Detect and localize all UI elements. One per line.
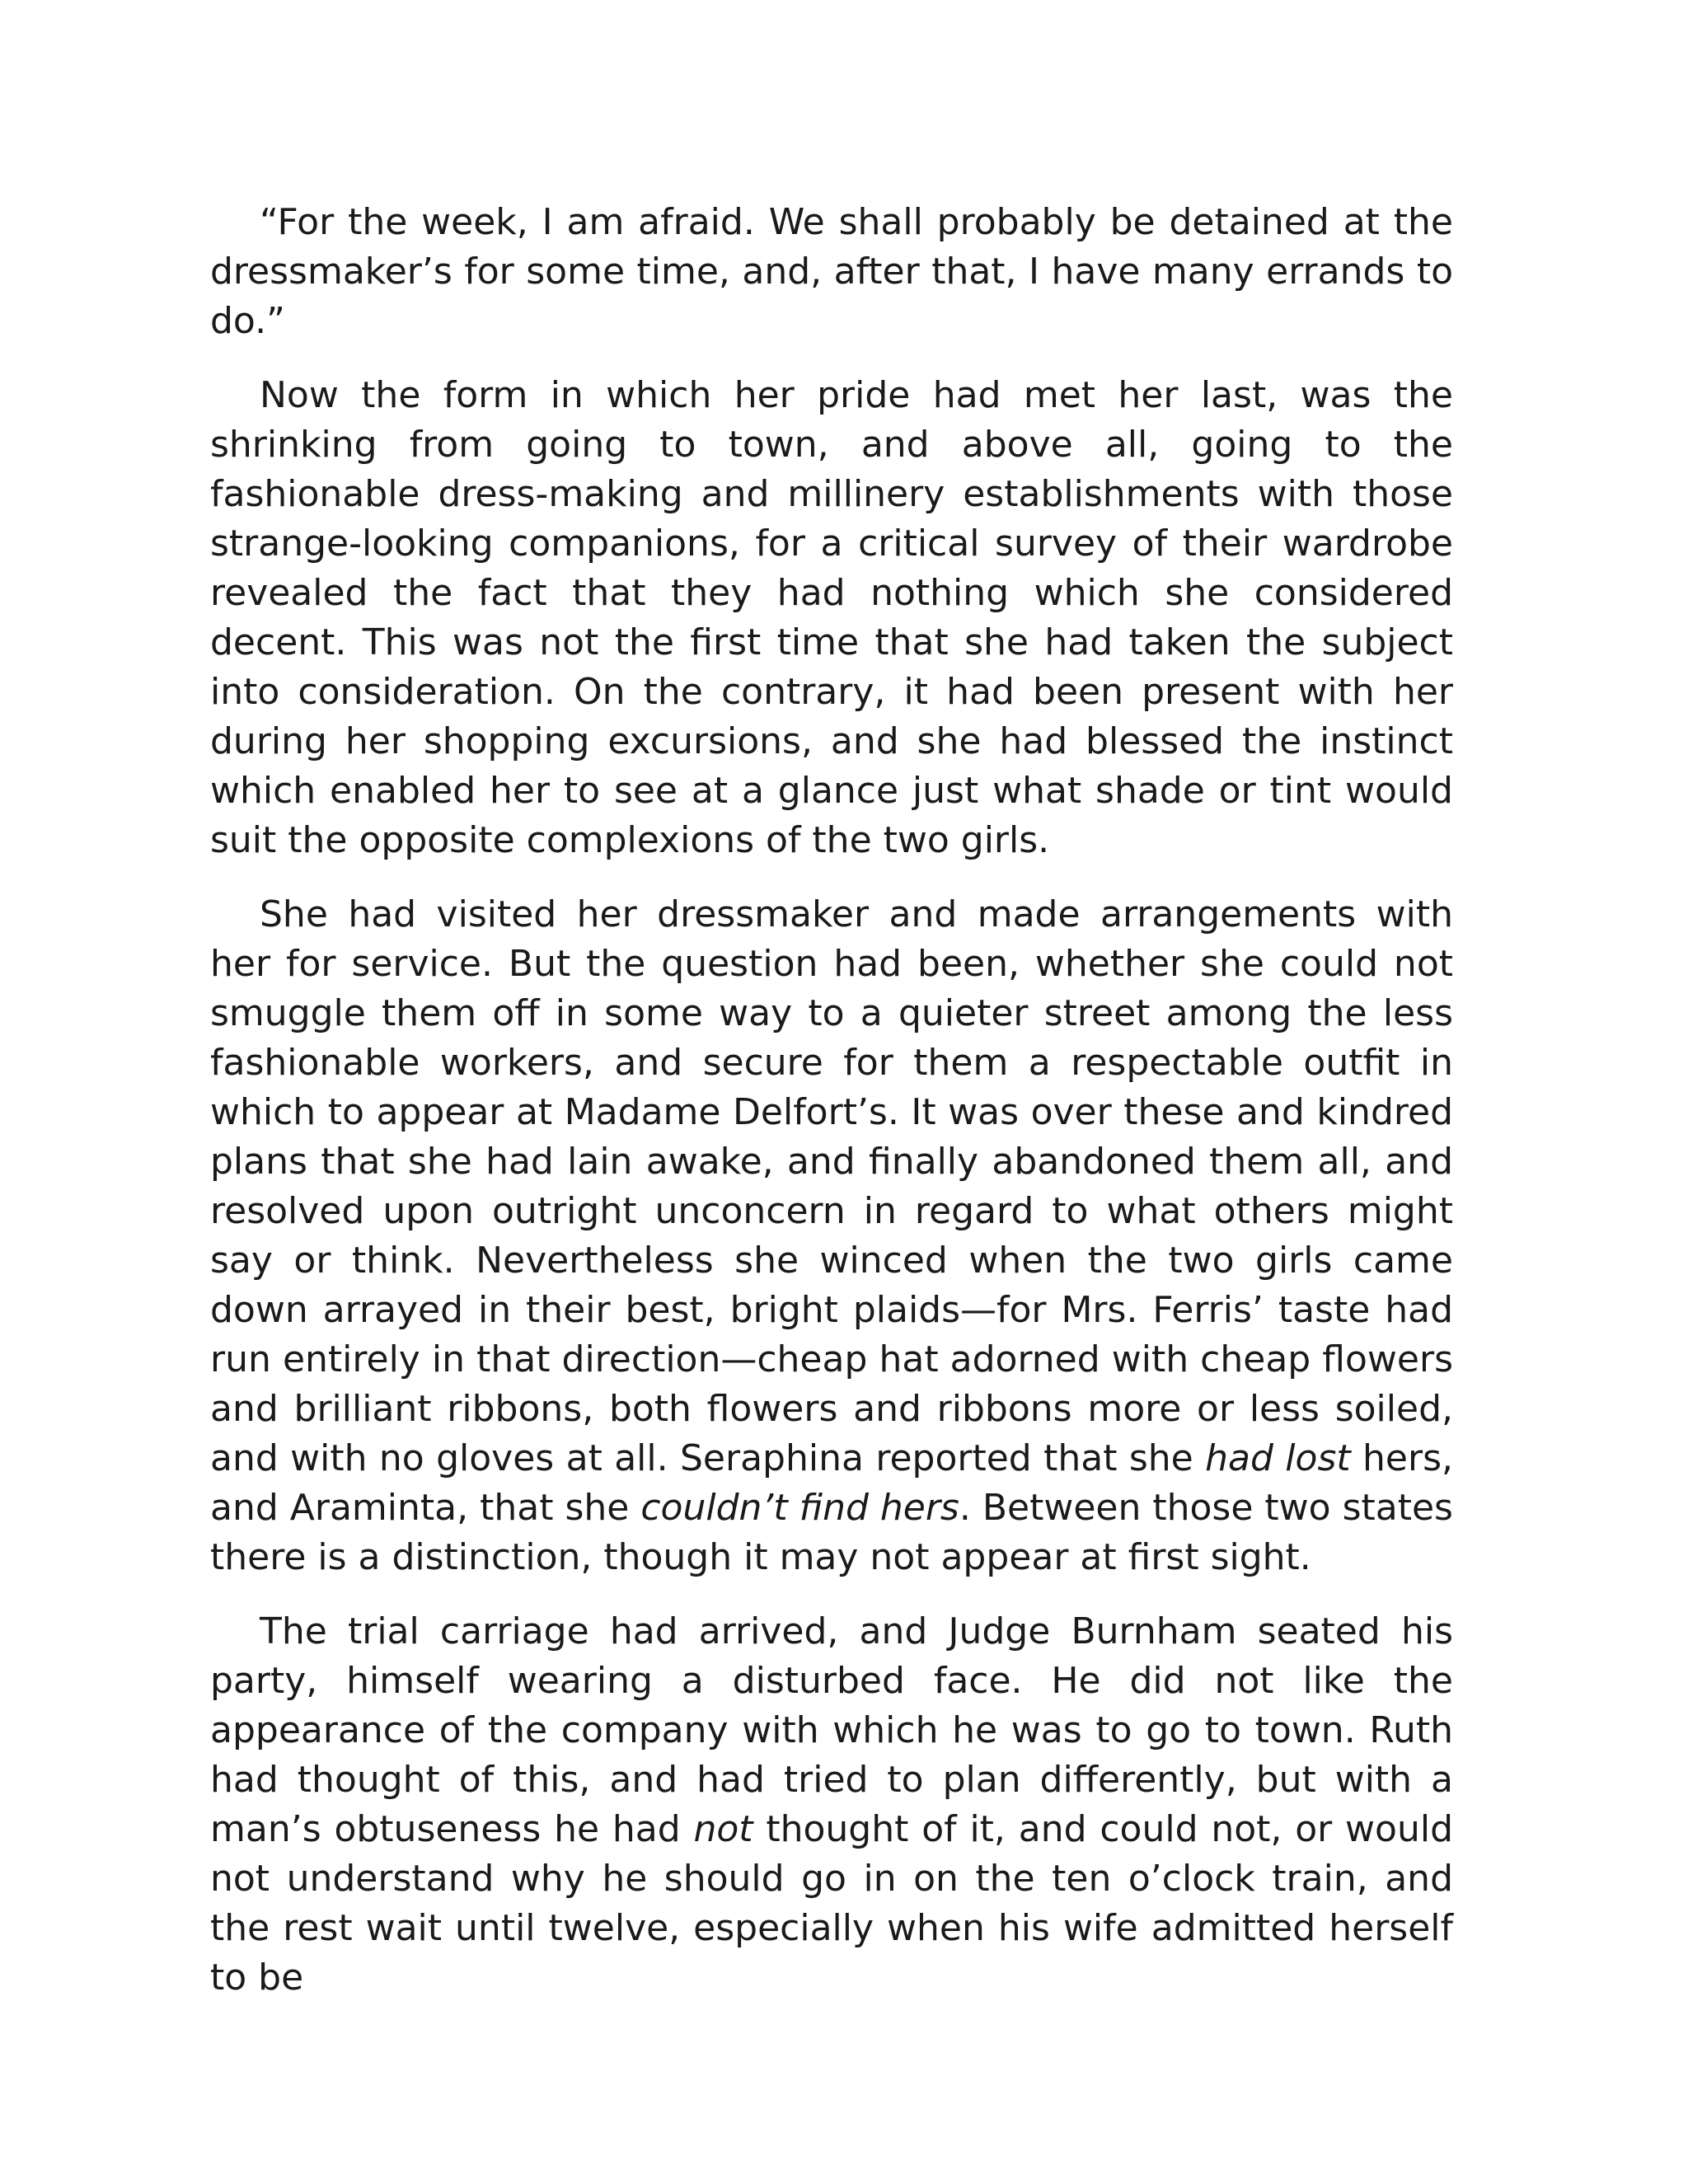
text-segment: She had visited her dressmaker and made arrangements with her for service. But the question had been, whether she could not smuggle them off in some way to a quieter street among the less fashionable workers, and secure for them a respectable outfit in which to appear at Madame Delfort’s. It was over these and kindred plans that she had lain awake, and finally abandoned them all, and resolved upon outright unconcern in regard to what others might say or think. Nevertheless she winced when the two girls came down arrayed in their best, bright plaids—for Mrs. Ferris’ taste had run entirely in that direction—cheap hat adorned with cheap flowers and brilliant ribbons, both flowers and ribbons more or less soiled, and with no gloves at all. Seraphina reported that she xyxy=(210,893,1453,1479)
paragraph-3 xyxy=(210,890,1453,1582)
text-segment: . Between those two states there is a distinction, though it may not appear at first sight. xyxy=(210,1487,1453,1578)
text-segment: hers, and Araminta, that she xyxy=(210,1437,1453,1529)
italic-text: had lost xyxy=(1205,1437,1351,1479)
paragraph-2 xyxy=(210,371,1453,865)
paragraph-4 xyxy=(210,1607,1453,2003)
text-segment: The trial carriage had arrived, and Judge Burnham seated his party, himself wearing a disturbed face. He did not like the appearance of the company with which he was to go to town. Ruth had thought of this, and had tried to plan differently, but with a man’s obtuseness he had xyxy=(210,1610,1453,1850)
text-segment: “For the week, I am afraid. We shall probably be detained at the dressmaker’s for some time, and, after that, I have many errands to do.” xyxy=(210,201,1453,342)
italic-text: couldn’t find hers xyxy=(640,1487,959,1529)
italic-text: not xyxy=(693,1808,753,1850)
body-text xyxy=(210,198,1453,2003)
text-segment: Now the form in which her pride had met her last, was the shrinking from going to town, and above all, going to the fashionable dress-making and millinery establishments with those strange-looking companions, for a critical survey of their wardrobe revealed the fact that they had nothing which she considered decent. This was not the first time that she had taken the subject into consideration. On the contrary, it had been present with her during her shopping excursions, and she had blessed the instinct which enabled her to see at a glance just what shade or tint would suit the opposite complexions of the two girls. xyxy=(210,374,1453,861)
paragraph-1 xyxy=(210,198,1453,346)
text-segment: thought of it, and could not, or would not understand why he should go in on the ten o’clock train, and the rest wait until twelve, especially when his wife admitted herself to be xyxy=(210,1808,1453,1999)
